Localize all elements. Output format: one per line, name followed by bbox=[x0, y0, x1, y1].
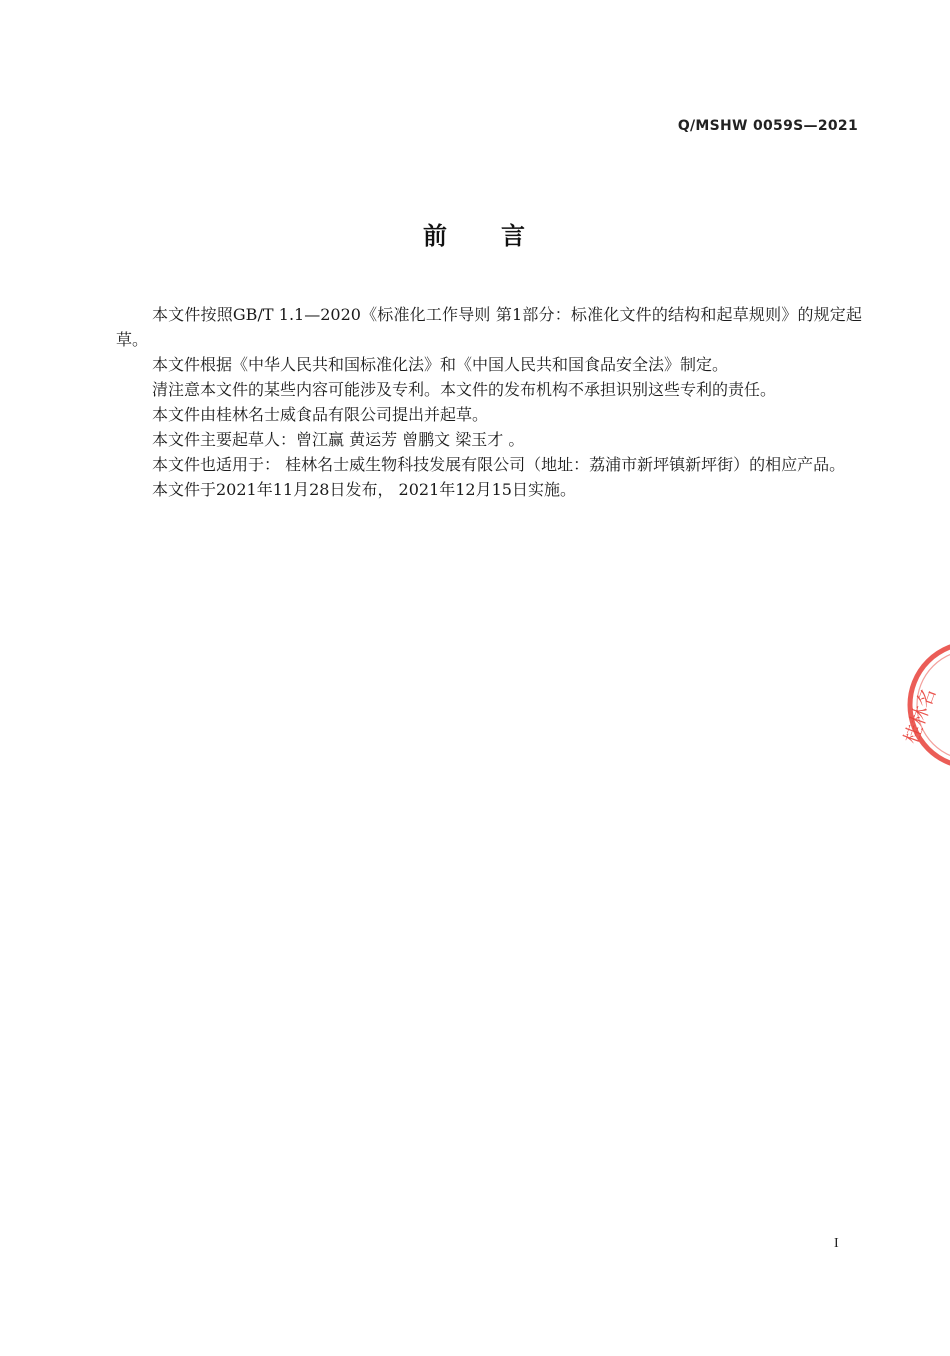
paragraph-patent-notice: 清注意本文件的某些内容可能涉及专利。本文件的发布机构不承担识别这些专利的责任。 bbox=[152, 380, 777, 399]
paragraph-drafters: 本文件主要起草人：曾江赢 黄运芳 曾鹏文 梁玉才 。 bbox=[152, 430, 525, 449]
title-char-1: 前 bbox=[423, 222, 449, 250]
paragraph-drafting-rules: 本文件按照GB/T 1.1—2020《标准化工作导则 第1部分：标准化文件的结构和起草规则》的规定起草。 bbox=[116, 305, 862, 349]
paragraph-legal-basis: 本文件根据《中华人民共和国标准化法》和《中国人民共和国食品安全法》制定。 bbox=[152, 355, 729, 374]
paragraph-proposer: 本文件由桂林名士威食品有限公司提出并起草。 bbox=[152, 405, 489, 424]
foreword-body bbox=[116, 302, 862, 502]
paragraph-applicability: 本文件也适用于： 桂林名士威生物科技发展有限公司（地址：荔浦市新坪镇新坪街）的相应产品。 bbox=[152, 455, 846, 474]
company-seal bbox=[900, 630, 950, 780]
paragraph-dates: 本文件于2021年11月28日发布， 2021年12月15日实施。 bbox=[152, 480, 576, 499]
svg-text:桂林名: 桂林名 bbox=[900, 685, 941, 747]
title-char-2: 言 bbox=[501, 222, 527, 250]
page-number: I bbox=[834, 1236, 839, 1251]
page-title bbox=[0, 216, 950, 251]
document-number: Q/MSHW 0059S—2021 bbox=[677, 118, 858, 134]
